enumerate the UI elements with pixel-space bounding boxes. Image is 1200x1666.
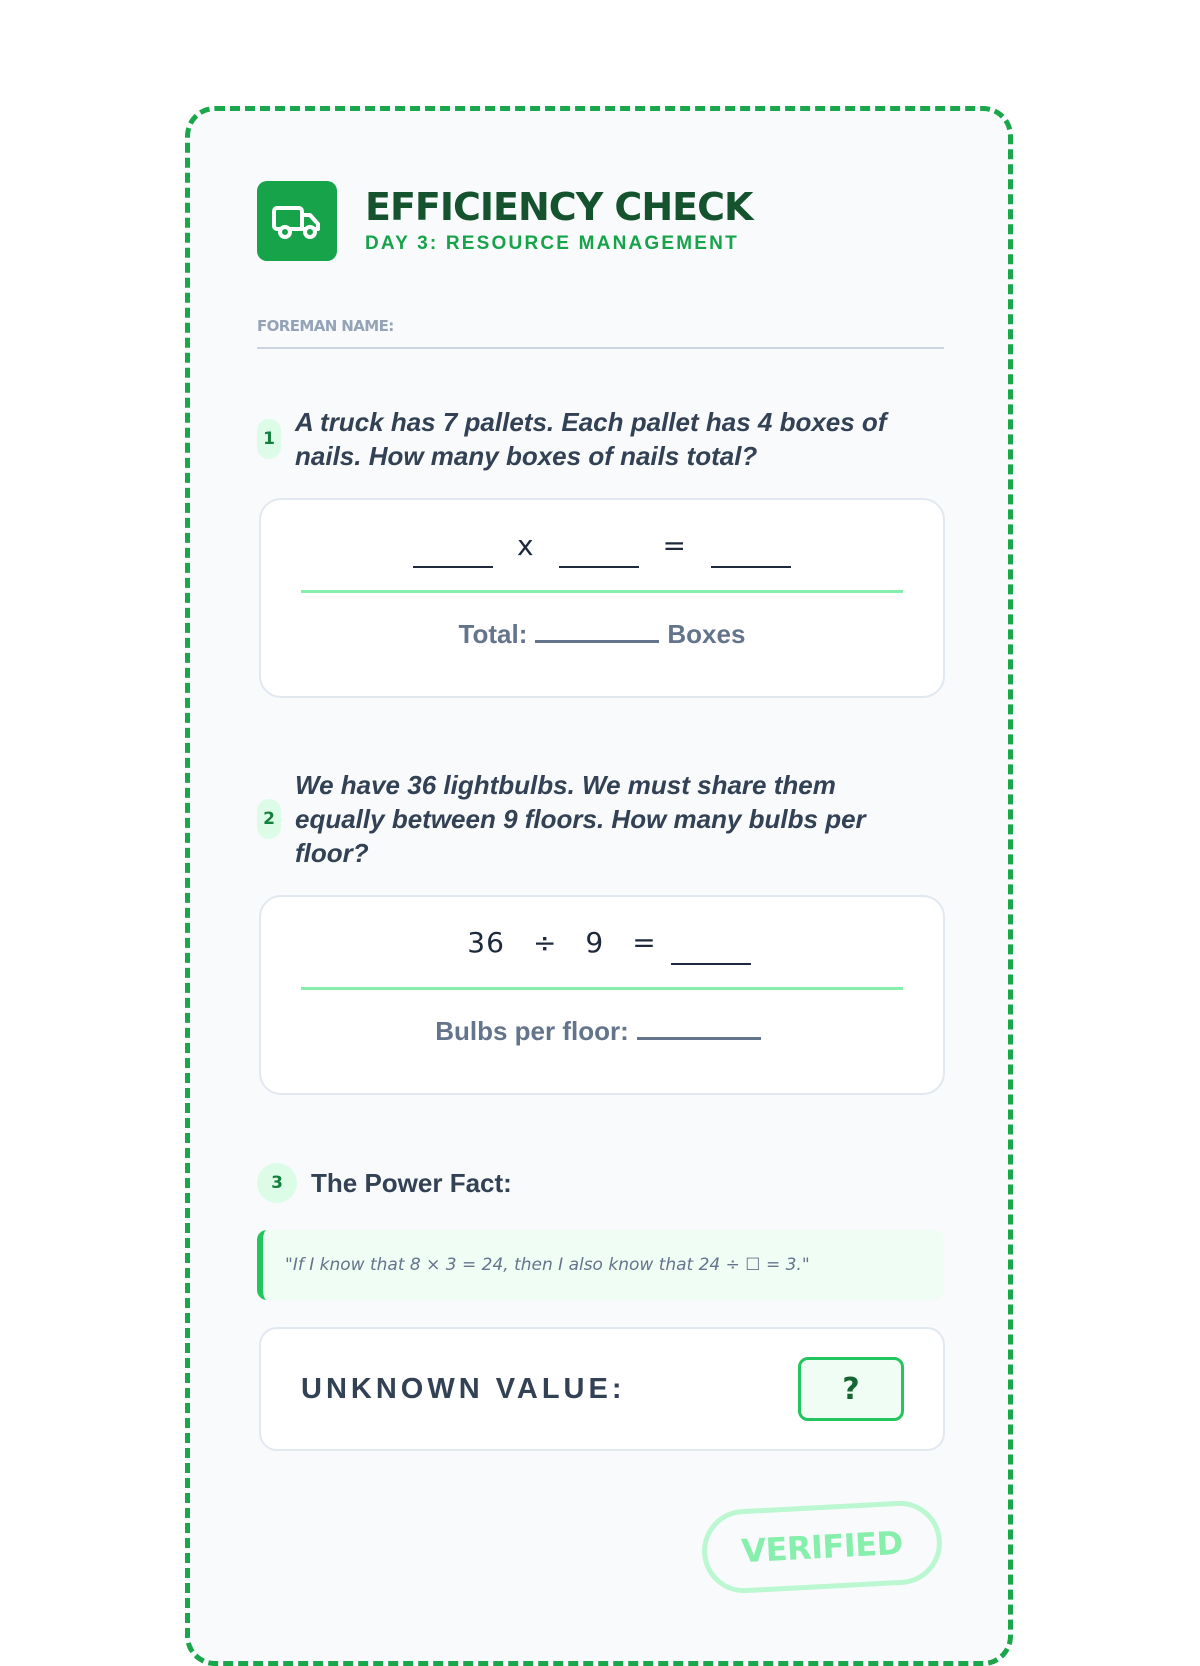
quotient-blank[interactable] xyxy=(671,937,751,965)
header xyxy=(257,181,752,261)
question-2 xyxy=(257,768,917,870)
question-1-work-box xyxy=(259,498,945,698)
product-blank[interactable] xyxy=(711,540,791,568)
question-1 xyxy=(257,405,917,473)
page-subtitle: DAY 3: RESOURCE MANAGEMENT xyxy=(365,233,739,254)
verified-stamp: VERIFIED xyxy=(700,1499,944,1595)
unknown-value-box xyxy=(259,1327,945,1451)
dividend: 36 xyxy=(467,925,505,959)
equals-sign: = xyxy=(632,925,657,959)
unknown-value-label: UNKNOWN VALUE: xyxy=(301,1373,626,1405)
question-number: 3 xyxy=(257,1163,297,1203)
power-fact-quote: "If I know that 8 × 3 = 24, then I also know that 24 ÷ ☐ = 3." xyxy=(257,1230,944,1300)
question-number: 1 xyxy=(257,419,281,459)
operator: ÷ xyxy=(532,925,558,959)
question-text: A truck has 7 pallets. Each pallet has 4 boxes of nails. How many boxes of nails total? xyxy=(295,407,887,471)
bulbs-line xyxy=(261,1013,943,1047)
truck-icon xyxy=(257,181,337,261)
total-line xyxy=(261,616,943,650)
question-2-work-box xyxy=(259,895,945,1095)
question-3 xyxy=(257,1163,512,1203)
bulbs-label: Bulbs per floor: xyxy=(435,1016,629,1046)
page-title: EFFICIENCY CHECK xyxy=(365,185,753,229)
total-blank[interactable] xyxy=(535,616,659,643)
question-text: The Power Fact: xyxy=(311,1168,512,1198)
equals-sign: = xyxy=(662,528,688,562)
total-unit: Boxes xyxy=(667,619,746,649)
foreman-name-field[interactable] xyxy=(257,317,944,349)
divisor: 9 xyxy=(585,925,605,959)
foreman-name-label: FOREMAN NAME: xyxy=(257,317,394,335)
factor-blank-1[interactable] xyxy=(413,540,493,568)
bulbs-blank[interactable] xyxy=(637,1013,761,1040)
total-label: Total: xyxy=(458,619,528,649)
question-number: 2 xyxy=(257,799,281,839)
division-equation xyxy=(301,897,903,990)
multiplication-equation xyxy=(301,500,903,593)
question-text: We have 36 lightbulbs. We must share them equally between 9 floors. How many bulbs per floor? xyxy=(295,770,866,868)
operator: x xyxy=(516,528,535,562)
factor-blank-2[interactable] xyxy=(559,540,639,568)
unknown-value-input[interactable]: ? xyxy=(798,1357,904,1421)
